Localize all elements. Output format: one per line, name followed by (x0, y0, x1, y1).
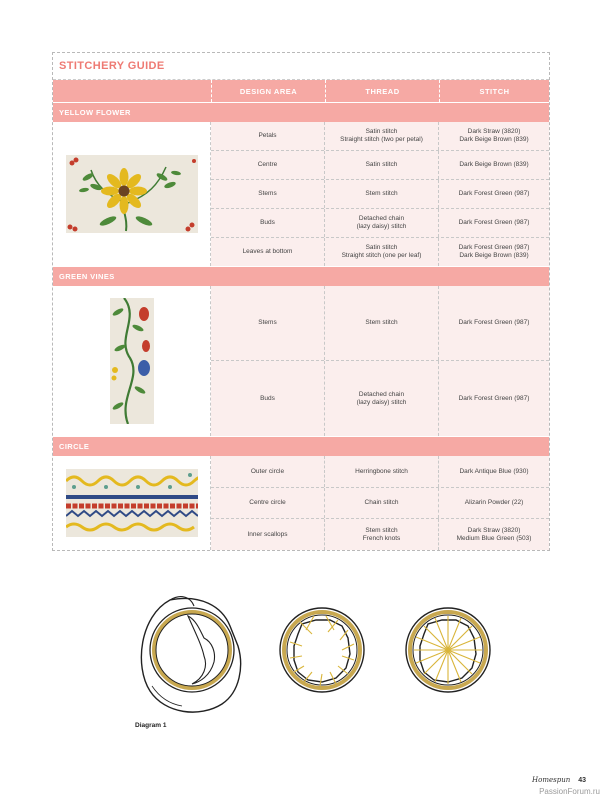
design-area-text: Centre circle (249, 499, 286, 506)
stitch-cell (438, 488, 549, 518)
section-yellow-flower (53, 122, 549, 266)
table-row (211, 179, 549, 208)
table-row (211, 122, 549, 150)
design-area-text: Outer circle (250, 467, 285, 475)
header-blank (53, 80, 211, 102)
thread-line: Stem stitch (365, 319, 398, 326)
table-row (211, 150, 549, 179)
thread-line: Straight stitch (two per petal) (340, 136, 423, 143)
stitch-line: Dark Forest Green (987) (458, 219, 530, 226)
thread-cell (324, 238, 438, 266)
thread-line: Satin stitch (365, 128, 398, 135)
design-area-cell (211, 151, 324, 179)
stitch-line: Dark Beige Brown (839) (459, 161, 529, 168)
design-area-text: Buds (260, 219, 275, 226)
design-area-text: Centre (257, 161, 278, 168)
thread-line: Straight stitch (one per leaf) (341, 252, 422, 259)
table-row (211, 208, 549, 237)
thread-line: Chain stitch (364, 499, 399, 506)
guide-title: STITCHERY GUIDE (59, 60, 165, 72)
hoop-diagrams (130, 586, 500, 726)
stitch-line: Dark Forest Green (987) (458, 190, 530, 197)
section-circle (53, 456, 549, 550)
stitch-cell (438, 361, 549, 436)
design-area-cell (211, 361, 324, 436)
design-area-cell (211, 209, 324, 237)
design-area-text: Petals (258, 132, 277, 139)
stitch-line: Dark Straw (3820) (467, 526, 521, 534)
design-area-cell (211, 286, 324, 360)
section-heading-yellow-flower: YELLOW FLOWER (53, 102, 549, 122)
design-area-cell (211, 456, 324, 487)
section-heading-circle: CIRCLE (53, 436, 549, 456)
diagram-3-lacing-star (406, 608, 490, 692)
design-area-text: Stems (258, 190, 277, 197)
thread-line: Detached chain (358, 215, 405, 222)
yellow-flower-embroidery-image (66, 155, 198, 233)
thread-cell (324, 151, 438, 179)
thread-cell (324, 361, 438, 436)
stitchery-guide (52, 52, 550, 551)
page-number: 43 (578, 777, 586, 784)
diagram-1-fabric-hoop (141, 597, 240, 712)
stitch-line: Dark Antique Blue (930) (459, 467, 529, 475)
yellow-flower-rows (211, 122, 549, 266)
design-area-text: Stems (258, 319, 277, 326)
thread-line: (lazy daisy) stitch (356, 398, 407, 406)
circle-border-embroidery-image (66, 469, 198, 537)
header-design-area: DESIGN AREA (211, 80, 325, 102)
circle-rows (211, 456, 549, 550)
table-row (211, 518, 549, 550)
green-vines-embroidery-image (110, 298, 154, 424)
thread-line: Herringbone stitch (355, 467, 408, 475)
design-area-text: Buds (260, 394, 275, 402)
thread-line: Satin stitch (365, 244, 398, 251)
table-row (211, 286, 549, 360)
stitch-cell (438, 456, 549, 487)
stitch-cell (438, 151, 549, 179)
thread-cell (324, 122, 438, 150)
stitch-cell (438, 209, 549, 237)
circle-image-cell (53, 456, 211, 550)
thread-cell (324, 180, 438, 208)
thread-cell (324, 209, 438, 237)
green-vines-image-cell (53, 286, 211, 436)
header-thread: THREAD (325, 80, 439, 102)
thread-cell (324, 456, 438, 487)
table-row (211, 487, 549, 518)
stitch-line: Alizarin Powder (22) (464, 499, 524, 506)
header-stitch: STITCH (439, 80, 549, 102)
section-green-vines (53, 286, 549, 436)
design-area-text: Leaves at bottom (242, 248, 293, 255)
stitch-cell (438, 238, 549, 266)
thread-line: (lazy daisy) stitch (356, 223, 407, 230)
thread-cell (324, 488, 438, 518)
stitch-line: Dark Forest Green (987) (458, 244, 530, 251)
guide-title-row (53, 53, 549, 80)
yellow-flower-image-cell (53, 122, 211, 266)
stitch-line: Dark Straw (3820) (467, 128, 521, 135)
design-area-text: Inner scallops (247, 530, 288, 538)
diagram-2-lacing-outline (280, 608, 364, 692)
stitch-cell (438, 286, 549, 360)
thread-line: Stem stitch (365, 526, 398, 534)
thread-cell (324, 519, 438, 550)
diagram-1-label: Diagram 1 (135, 722, 167, 729)
design-area-cell (211, 180, 324, 208)
thread-line: French knots (362, 534, 401, 542)
stitch-cell (438, 122, 549, 150)
table-header (53, 80, 549, 102)
stitch-cell (438, 180, 549, 208)
table-row (211, 456, 549, 487)
design-area-cell (211, 238, 324, 266)
table-row (211, 360, 549, 436)
stitch-line: Dark Beige Brown (839) (459, 136, 529, 143)
table-row (211, 237, 549, 266)
stitch-line: Dark Beige Brown (839) (459, 252, 529, 259)
design-area-cell (211, 122, 324, 150)
stitch-line: Medium Blue Green (503) (456, 534, 532, 542)
thread-line: Satin stitch (365, 161, 398, 168)
page-footer (532, 776, 586, 784)
publication-name: Homespun (532, 776, 571, 784)
stitch-line: Dark Forest Green (987) (458, 319, 530, 326)
design-area-cell (211, 519, 324, 550)
stitch-line: Dark Forest Green (987) (458, 394, 530, 402)
section-heading-green-vines: GREEN VINES (53, 266, 549, 286)
thread-line: Stem stitch (365, 190, 398, 197)
watermark: PassionForum.ru (539, 787, 600, 796)
design-area-cell (211, 488, 324, 518)
stitch-cell (438, 519, 549, 550)
green-vines-rows (211, 286, 549, 436)
thread-line: Detached chain (358, 390, 405, 398)
thread-cell (324, 286, 438, 360)
